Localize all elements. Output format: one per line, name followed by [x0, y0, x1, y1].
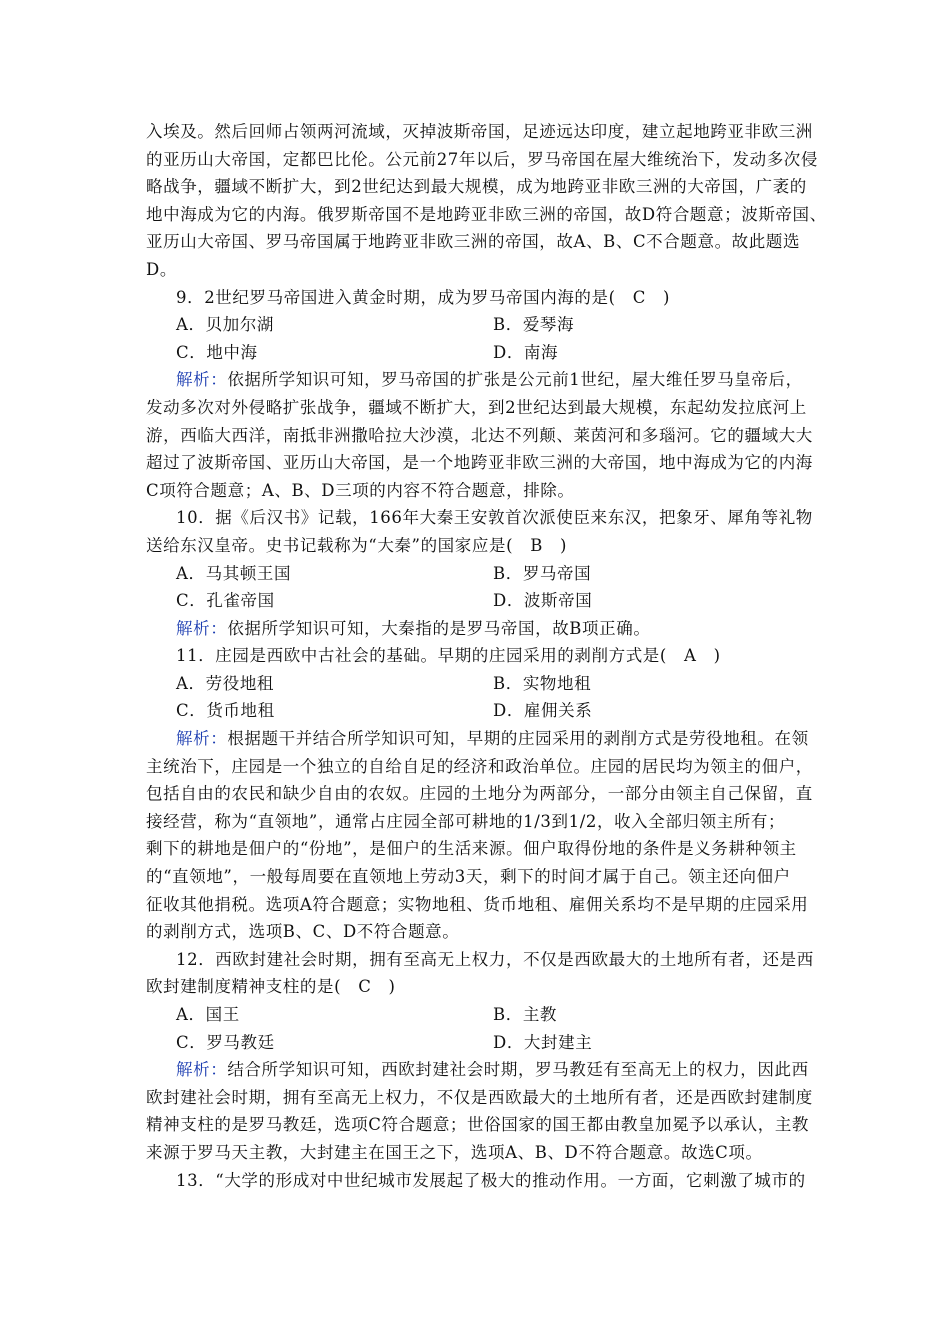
- analysis-line: 来源于罗马天主教，大封建主在国王之下，选项A、B、D不符合题意。故选C项。: [146, 1142, 763, 1162]
- question-stem: 12．西欧封建社会时期，拥有至高无上权力，不仅是西欧最大的土地所有者，还是西: [176, 949, 814, 969]
- analysis-line: 欧封建社会时期，拥有至高无上权力，不仅是西欧最大的土地所有者，还是西欧封建制度: [146, 1087, 813, 1107]
- analysis-line: 剩下的耕地是佃户的“份地”，是佃户的生活来源。佃户取得份地的条件是义务耕种领主: [146, 839, 797, 859]
- option-a: A．贝加尔湖: [176, 315, 275, 335]
- options-row: [146, 587, 810, 615]
- option-a: A．劳役地租: [176, 673, 275, 693]
- question-12: [146, 946, 814, 1167]
- question-stem: 欧封建制度精神支柱的是( C ): [146, 977, 396, 997]
- question-stem: 10．据《后汉书》记载，166年大秦王安敦首次派使臣来东汉，把象牙、犀角等礼物: [176, 508, 813, 528]
- option-d: D．雇佣关系: [493, 701, 593, 721]
- analysis-text: 结合所学知识可知，西欧封建社会时期，罗马教廷有至高无上的权力，因此西: [227, 1060, 809, 1080]
- analysis-line: C项符合题意；A、B、D三项的内容不符合题意，排除。: [146, 480, 575, 500]
- analysis-line: 的剥削方式，选项B、C、D不符合题意。: [146, 922, 460, 942]
- analysis-text: 依据所学知识可知，大秦指的是罗马帝国，故B项正确。: [227, 618, 651, 638]
- continuation-paragraph: [146, 118, 827, 284]
- option-a: A．国王: [176, 1005, 240, 1024]
- text-line: 亚历山大帝国、罗马帝国属于地跨亚非欧三洲的帝国，故A、B、C不合题意。故此题选: [146, 232, 801, 252]
- analysis-line: 包括自由的农民和缺少自由的农奴。庄园的土地分为两部分，一部分由领主自己保留，直: [146, 784, 813, 804]
- option-c: C．货币地租: [176, 701, 275, 721]
- analysis-line: [146, 615, 810, 643]
- option-c: C．罗马教廷: [176, 1032, 275, 1052]
- analysis-line: 征收其他捐税。选项A符合题意；实物地租、货币地租、雇佣关系均不是早期的庄园采用: [146, 894, 809, 914]
- option-b: B．实物地租: [493, 673, 592, 693]
- option-d: D．大封建主: [493, 1032, 593, 1052]
- analysis-line: [146, 366, 810, 394]
- analysis-line: 超过了波斯帝国、亚历山大帝国，是一个地跨亚非欧三洲的大帝国，地中海成为它的内海: [146, 453, 813, 473]
- question-9: [146, 284, 813, 505]
- text-line: 的亚历山大帝国，定都巴比伦。公元前27年以后，罗马帝国在屋大维统治下，发动多次侵: [146, 149, 818, 169]
- option-b: B．主教: [493, 1005, 558, 1024]
- options-row: [146, 670, 810, 698]
- option-c: C．孔雀帝国: [176, 591, 275, 611]
- analysis-line: [146, 1056, 810, 1084]
- text-line: 入埃及。然后回师占领两河流域，灭掉波斯帝国，足迹远达印度，建立起地跨亚非欧三洲: [146, 122, 813, 141]
- question-stem: 13．“大学的形成对中世纪城市发展起了极大的推动作用。一方面，它刺激了城市的: [176, 1170, 806, 1190]
- analysis-line: 发动多次对外侵略扩张战争，疆域不断扩大，到2世纪达到最大规模，东起幼发拉底河上: [146, 397, 807, 417]
- analysis-label: 解析：: [176, 1060, 228, 1080]
- analysis-line: 的“直领地”，一般每周要在直领地上劳动3天，剩下的时间才属于自己。领主还向佃户: [146, 867, 791, 887]
- options-row: [146, 560, 810, 588]
- options-row: [146, 339, 810, 367]
- analysis-label: 解析：: [176, 729, 228, 749]
- options-row: [146, 311, 810, 339]
- analysis-text: 根据题干并结合所学知识可知，早期的庄园采用的剥削方式是劳役地租。在领: [227, 729, 809, 749]
- analysis-text: 依据所学知识可知，罗马帝国的扩张是公元前1世纪，屋大维任罗马皇帝后，: [227, 370, 803, 390]
- text-line: 地中海成为它的内海。俄罗斯帝国不是地跨亚非欧三洲的帝国，故D符合题意；波斯帝国、: [146, 204, 827, 224]
- options-row: [146, 697, 810, 725]
- analysis-line: 精神支柱的是罗马教廷，选项C符合题意；世俗国家的国王都由教皇加冕予以承认，主教: [146, 1115, 810, 1135]
- analysis-line: 主统治下，庄园是一个独立的自给自足的经济和政治单位。庄园的居民均为领主的佃户，: [146, 756, 813, 776]
- analysis-label: 解析：: [176, 370, 228, 390]
- question-stem: 送给东汉皇帝。史书记载称为“大秦”的国家应是( B ): [146, 535, 568, 555]
- question-10: [146, 504, 813, 642]
- question-13: [146, 1167, 810, 1195]
- question-11: [146, 642, 813, 946]
- text-line: 略战争，疆域不断扩大，到2世纪达到最大规模，成为地跨亚非欧三洲的大帝国，广袤的: [146, 177, 807, 197]
- option-a: A．马其顿王国: [176, 563, 292, 583]
- analysis-line: [146, 725, 810, 753]
- question-stem: 9．2世纪罗马帝国进入黄金时期，成为罗马帝国内海的是( C ): [176, 287, 671, 307]
- options-row: [146, 1001, 810, 1029]
- option-d: D．波斯帝国: [493, 591, 593, 611]
- text-line: D。: [146, 259, 177, 279]
- analysis-label: 解析：: [176, 618, 228, 638]
- option-b: B．爱琴海: [493, 315, 575, 335]
- options-row: [146, 1029, 810, 1057]
- document-page: [146, 118, 827, 1194]
- analysis-line: 游，西临大西洋，南抵非洲撒哈拉大沙漠，北达不列颠、莱茵河和多瑙河。它的疆域大大: [146, 425, 813, 445]
- question-stem: 11．庄园是西欧中古社会的基础。早期的庄园采用的剥削方式是( A ): [176, 646, 721, 666]
- option-c: C．地中海: [176, 342, 258, 362]
- analysis-line: 接经营，称为“直领地”，通常占庄园全部可耕地的1/3到1/2，收入全部归领主所有；: [146, 811, 786, 831]
- option-b: B．罗马帝国: [493, 563, 592, 583]
- option-d: D．南海: [493, 342, 559, 362]
